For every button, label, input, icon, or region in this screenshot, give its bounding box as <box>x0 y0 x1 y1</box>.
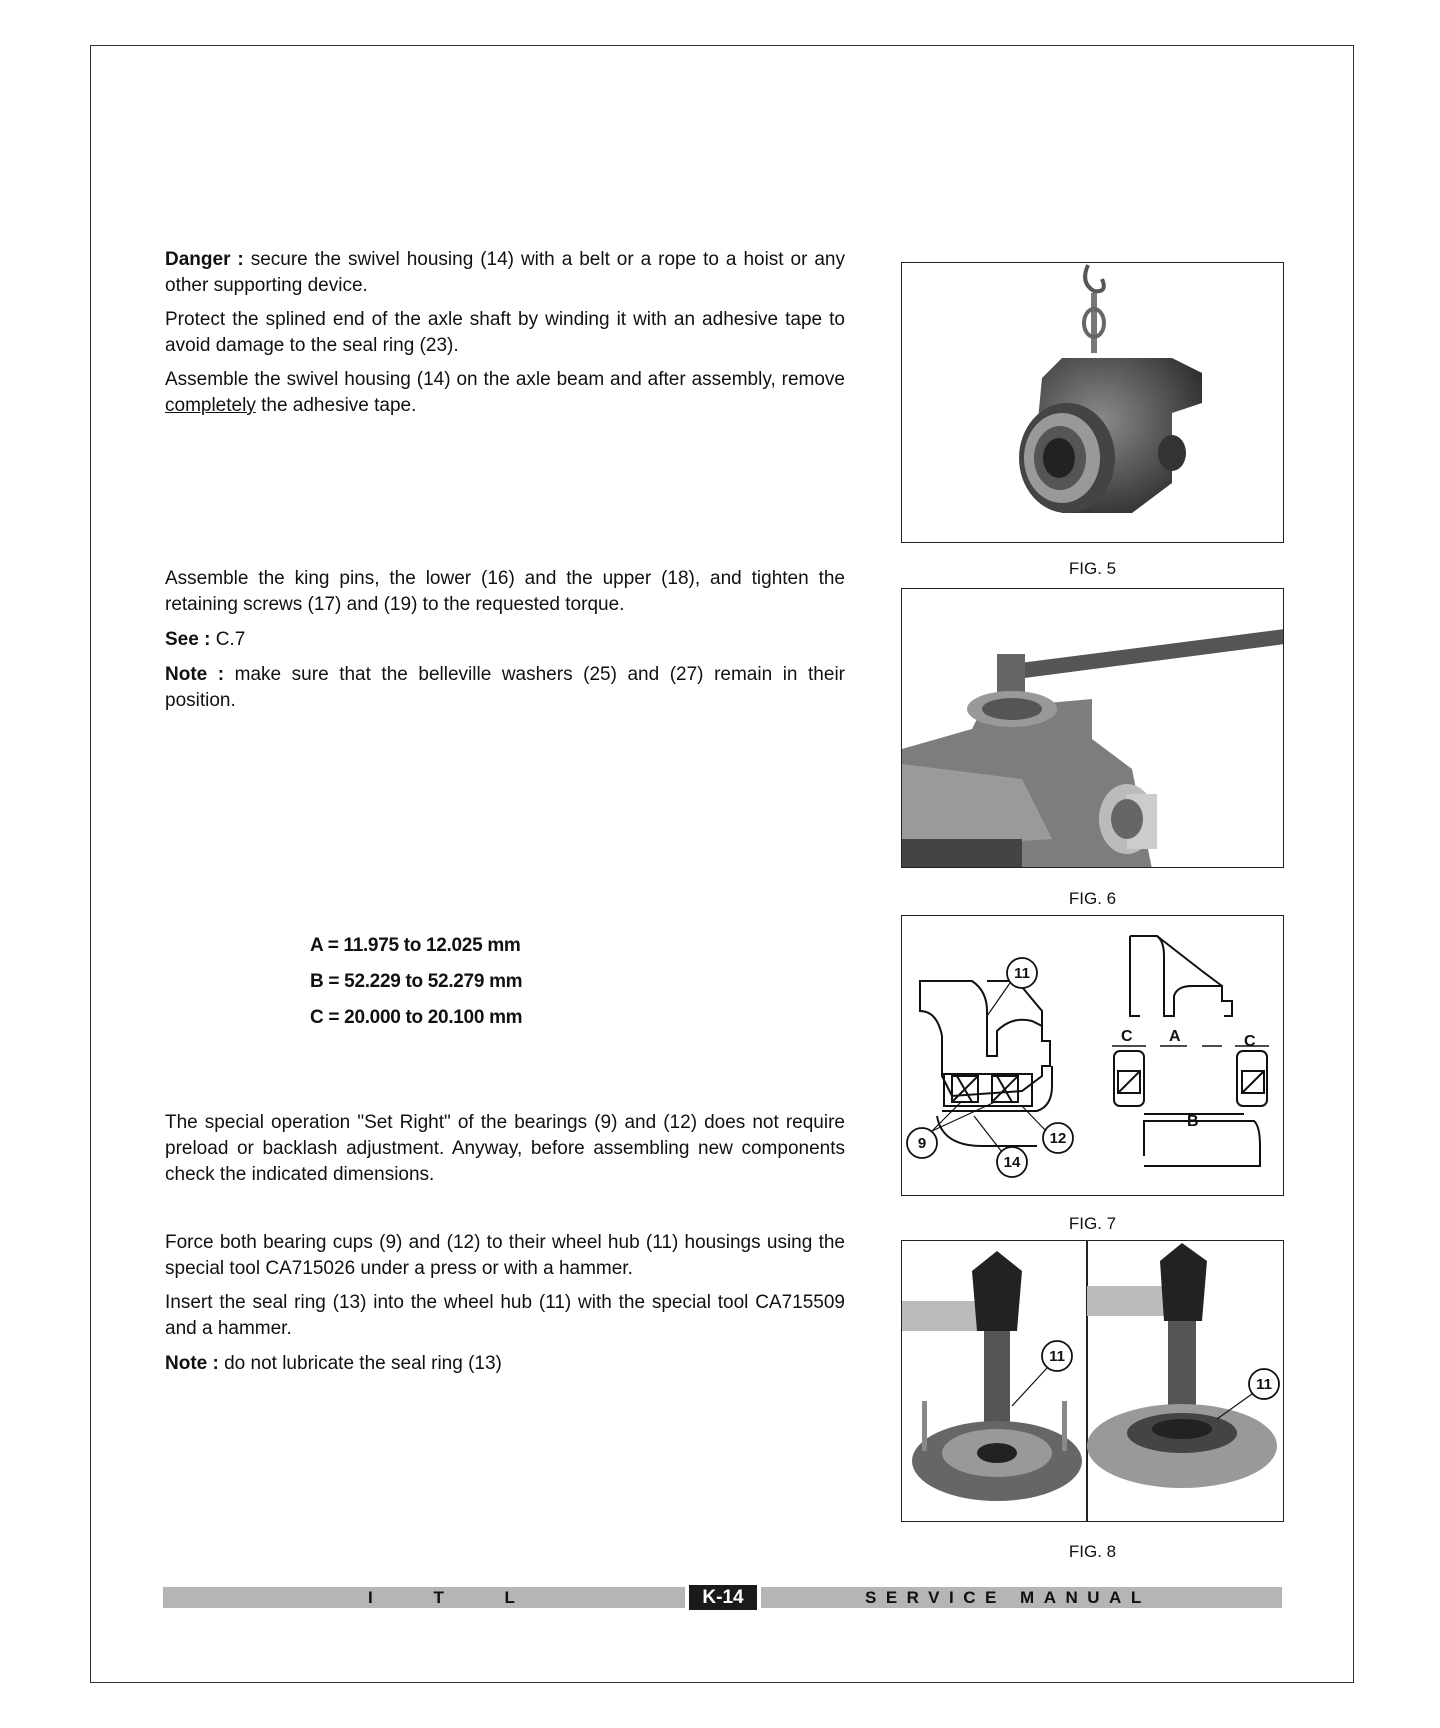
figure-7-caption: FIG. 7 <box>1068 1214 1117 1233</box>
footer-right-text: SERVICE MANUAL <box>865 1588 1151 1607</box>
callout-11-right: 11 <box>1256 1376 1272 1393</box>
dim-label-c-right: C <box>1244 1033 1256 1050</box>
note-lubricate-paragraph: Note : do not lubricate the seal ring (13) <box>165 1353 502 1374</box>
figure-8-wheel-hub <box>901 1240 1284 1522</box>
set-right-paragraph: The special operation "Set Right" of the bearings (9) and (12) does not require preload or backlash adjustment. Anyway, before assembling new components check the indicated dimensions. <box>165 1112 845 1185</box>
figure-5-swivel-housing <box>901 262 1284 543</box>
bearing-cups-paragraph: Force both bearing cups (9) and (12) to their wheel hub (11) housings using the special tool CA715026 under a press or with a hammer. <box>165 1232 845 1279</box>
dimension-b: B = 52.229 to 52.279 mm <box>310 971 523 992</box>
note-washers-paragraph: Note : make sure that the belleville washers (25) and (27) remain in their position. <box>165 664 845 711</box>
assemble-housing-paragraph: Assemble the swivel housing (14) on the axle beam and after assembly, remove completely the adhesive tape. <box>165 369 845 416</box>
dimension-a: A = 11.975 to 12.025 mm <box>310 935 521 956</box>
dimension-c: C = 20.000 to 20.100 mm <box>310 1007 523 1028</box>
dim-label-a: A <box>1169 1028 1181 1045</box>
callout-14: 14 <box>1003 1154 1021 1171</box>
dim-label-c-left: C <box>1121 1028 1133 1045</box>
footer-left-text: I T L <box>368 1588 543 1607</box>
king-pin-torque-photo <box>902 589 1284 868</box>
danger-paragraph: Danger : secure the swivel housing (14) with a belt or a rope to a hoist or any other supporting device. <box>165 249 845 296</box>
wheel-hub-photo <box>902 1241 1284 1522</box>
figure-8-caption: FIG. 8 <box>1068 1542 1117 1561</box>
bearing-dimension-diagram <box>902 916 1284 1196</box>
see-paragraph: See : C.7 <box>165 629 246 650</box>
figure-7-bearing-diagram <box>901 915 1284 1196</box>
callout-11: 11 <box>1014 965 1030 982</box>
callout-12: 12 <box>1049 1130 1067 1147</box>
seal-ring-paragraph: Insert the seal ring (13) into the wheel hub (11) with the special tool CA715509 and a hammer. <box>165 1292 845 1339</box>
swivel-housing-photo <box>902 263 1284 543</box>
dim-label-b: B <box>1187 1113 1199 1130</box>
figure-6-caption: FIG. 6 <box>1068 889 1117 908</box>
callout-11-left: 11 <box>1049 1348 1065 1365</box>
page-number: K-14 <box>689 1585 757 1610</box>
king-pins-paragraph: Assemble the king pins, the lower (16) and the upper (18), and tighten the retaining screws (17) and (19) to the requested torque. <box>165 568 845 615</box>
callout-9: 9 <box>917 1135 927 1152</box>
protect-paragraph: Protect the splined end of the axle shaft by winding it with an adhesive tape to avoid damage to the seal ring (23). <box>165 309 845 356</box>
figure-5-caption: FIG. 5 <box>1068 559 1117 578</box>
figure-6-king-pin-torque <box>901 588 1284 868</box>
